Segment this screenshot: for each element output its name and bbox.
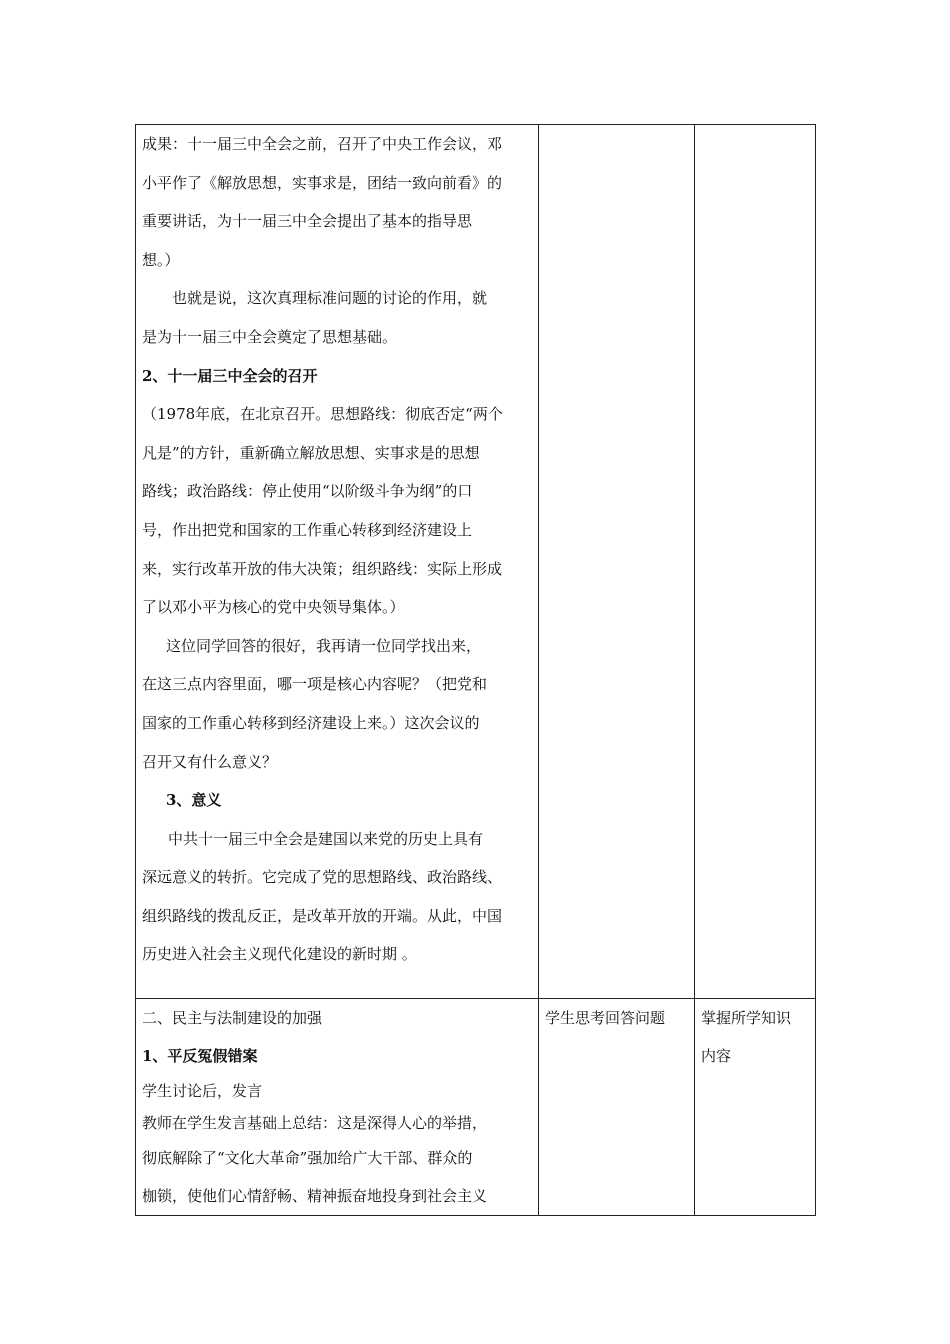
teaching-content-cell — [136, 125, 539, 999]
text-line: 召开又有什么意义？ — [142, 752, 278, 771]
text-line: 也就是说，这次真理标准问题的讨论的作用，就 — [172, 289, 488, 308]
text-line: 中共十一届三中全会是建国以来党的历史上具有 — [168, 829, 484, 848]
text-line: 想。） — [142, 250, 180, 269]
text-line: 了以邓小平为核心的党中央领导集体。） — [142, 598, 405, 617]
text-line: 组织路线的拨乱反正，是改革开放的开端。从此，中国 — [142, 906, 503, 925]
design-intent-cell — [695, 125, 816, 999]
text-line: 在这三点内容里面，哪一项是核心内容呢？（把党和 — [142, 675, 488, 694]
text-line: 彻底解除了“文化大革命”强加给广大干部、群众的 — [142, 1149, 473, 1167]
design-intent-cell — [695, 999, 816, 1216]
text-line: 教师在学生发言基础上总结：这是深得人心的举措， — [142, 1114, 488, 1132]
teaching-content-cell — [136, 999, 539, 1216]
text-line: 小平作了《解放思想，实事求是，团结一致向前看》的 — [142, 173, 503, 192]
text-line: 枷锁，使他们心情舒畅、精神振奋地投身到社会主义 — [142, 1187, 488, 1205]
student-activity-cell — [539, 125, 695, 999]
text-line: 是为十一届三中全会奠定了思想基础。 — [142, 327, 398, 346]
text-line: 学生讨论后，发言 — [142, 1082, 263, 1100]
text-line: 号，作出把党和国家的工作重心转移到经济建设上 — [142, 520, 473, 539]
section-heading: 1、平反冤假错案 — [142, 1047, 258, 1065]
section-heading: 2、十一届三中全会的召开 — [142, 366, 318, 385]
text-line: 凡是”的方针，重新确立解放思想、实事求是的思想 — [142, 443, 480, 462]
student-activity-text: 学生思考回答问题 — [545, 1009, 666, 1027]
text-line: 国家的工作重心转移到经济建设上来。）这次会议的 — [142, 713, 480, 732]
text-line: （1978年底，在北京召开。思想路线：彻底否定“两个 — [142, 405, 503, 424]
student-activity-cell — [539, 999, 695, 1216]
text-line: 成果：十一届三中全会之前，召开了中央工作会议，邓 — [142, 135, 503, 153]
text-line: 重要讲话，为十一届三中全会提出了基本的指导思 — [142, 212, 473, 231]
table-row — [136, 999, 816, 1216]
section-heading: 二、民主与法制建设的加强 — [142, 1009, 323, 1027]
design-intent-text: 掌握所学知识 — [701, 1009, 792, 1027]
text-line: 路线；政治路线：停止使用“以阶级斗争为纲”的口 — [142, 482, 473, 501]
text-line: 深远意义的转折。它完成了党的思想路线、政治路线、 — [142, 868, 503, 887]
text-line: 来，实行改革开放的伟大决策；组织路线：实际上形成 — [142, 559, 503, 578]
text-line: 历史进入社会主义现代化建设的新时期 。 — [142, 945, 417, 964]
section-heading: 3、意义 — [166, 791, 222, 810]
design-intent-text: 内容 — [701, 1047, 732, 1065]
lesson-plan-table — [135, 124, 816, 1216]
text-line: 这位同学回答的很好，我再请一位同学找出来， — [166, 636, 482, 655]
table-row — [136, 125, 816, 999]
